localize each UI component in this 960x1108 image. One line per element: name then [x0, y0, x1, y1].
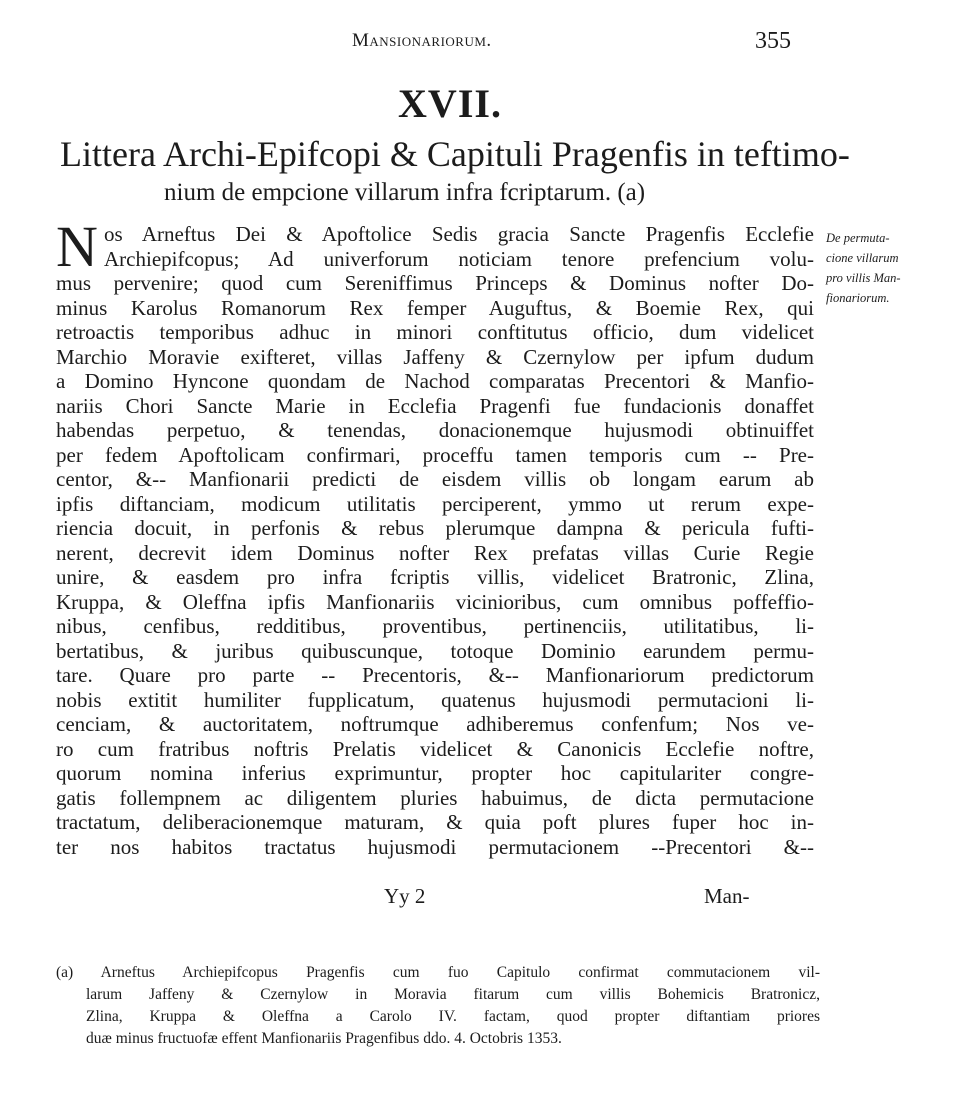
document-title-line-1: Littera Archi-Epifcopi & Capituli Pragenfis in teftimo- — [60, 134, 850, 174]
body-line: Marchio Moravie exifteret, villas Jaffeny & Czernylow per ipfum dudum — [56, 344, 814, 369]
footnote-line: Zlina, Kruppa & Oleffna a Carolo IV. factam, quod propter diftantiam priores — [86, 1008, 820, 1025]
body-text — [56, 214, 814, 859]
running-head — [0, 26, 960, 56]
body-line: riencia docuit, in perfonis & rebus plerumque dampna & pericula fufti- — [56, 516, 814, 540]
body-line: minus Karolus Romanorum Rex femper Auguftus, & Boemie Rex, qui — [56, 295, 814, 320]
catchline — [0, 884, 960, 912]
margin-note-line: cione villarum — [826, 251, 899, 265]
footnote-line: larum Jaffeny & Czernylow in Moravia fitarum cum villis Bohemicis Bratronicz, — [86, 986, 820, 1003]
body-line: cenciam, & auctoritatem, noftrumque adhiberemus confenfum; Nos ve- — [56, 712, 814, 736]
catchword: Man- — [704, 884, 750, 908]
body-line: retroactis temporibus adhuc in minori conftitutus officio, dum videlicet — [56, 320, 814, 344]
body-line: gatis follempnem ac diligentem pluries habuimus, de dicta permutacione — [56, 785, 814, 810]
body-line: quorum nomina inferius exprimuntur, propter hoc capitulariter congre- — [56, 761, 814, 785]
margin-note-line: pro villis Man- — [826, 271, 901, 285]
body-line: Kruppa, & Oleffna ipfis Manfionariis vicinioribus, cum omnibus poffeffio- — [56, 589, 814, 614]
signature-mark: Yy 2 — [384, 884, 426, 908]
body-line: bertatibus, & juribus quibuscunque, totoque Dominio earundem permu- — [56, 638, 814, 663]
body-line: centor, &-- Manfionarii predicti de eisdem villis ob longam earum ab — [56, 467, 814, 491]
body-line: ter nos habitos tractatus hujusmodi permutacionem --Precentori &-- — [56, 834, 814, 859]
body-line: a Domino Hyncone quondam de Nachod comparatas Precentori & Manfio- — [56, 369, 814, 393]
body-line: nerent, decrevit idem Dominus nofter Rex prefatas villas Curie Regie — [56, 540, 814, 565]
body-line: tare. Quare pro parte -- Precentoris, &-- Manfionariorum predictorum — [56, 663, 814, 687]
document-title-line-2: nium de empcione villarum infra fcriptarum. (a) — [164, 179, 646, 206]
page-number: 355 — [755, 28, 791, 54]
margin-note-line: De permuta- — [826, 231, 890, 245]
drop-cap: N — [56, 214, 98, 279]
body-line: tractatum, deliberacionemque maturam, & quia poft plures fuper hoc in- — [56, 810, 814, 834]
body-line: ro cum fratribus noftris Prelatis videlicet & Canonicis Ecclefie noftre, — [56, 736, 814, 761]
body-line: ipfis diftanciam, modicum utilitatis perciperent, ymmo ut rerum expe- — [56, 491, 814, 516]
body-line: nibus, cenfibus, redditibus, proventibus, pertinenciis, utilitatibus, li- — [56, 614, 814, 638]
body-line: Archiepifcopus; Ad univerforum noticiam tenore prefencium volu- — [104, 246, 814, 271]
document-title — [60, 132, 940, 210]
body-line: nobis extitit humiliter fupplicatum, quatenus hujusmodi permutacioni li- — [56, 687, 814, 712]
running-title: Mansionariorum. — [352, 30, 492, 51]
body-line: nariis Chori Sancte Marie in Ecclefia Pragenfi fue fundacionis donaffet — [56, 393, 814, 418]
footnote — [56, 962, 820, 1050]
body-line: os Arneftus Dei & Apoftolice Sedis gracia Sancte Pragenfis Ecclefie — [104, 222, 814, 246]
margin-note-line: fionariorum. — [826, 291, 890, 305]
margin-note — [826, 228, 956, 308]
body-line: habendas perpetuo, & tenendas, donacionemque hujusmodi obtinuiffet — [56, 418, 814, 442]
footnote-line: duæ minus fructuofæ effent Manfionariis Pragenfibus ddo. 4. Octobris 1353. — [86, 1030, 562, 1047]
document-number: XVII. — [398, 81, 502, 126]
body-line: mus pervenire; quod cum Sereniffimus Princeps & Dominus nofter Do- — [56, 271, 814, 295]
body-line: unire, & easdem pro infra fcriptis villis, videlicet Bratronic, Zlina, — [56, 565, 814, 589]
footnote-line: (a) Arneftus Archiepifcopus Pragenfis cum fuo Capitulo confirmat commutacionem vil- — [56, 964, 820, 981]
body-line: per fedem Apoftolicam confirmari, proceffu tamen temporis cum -- Pre- — [56, 442, 814, 467]
